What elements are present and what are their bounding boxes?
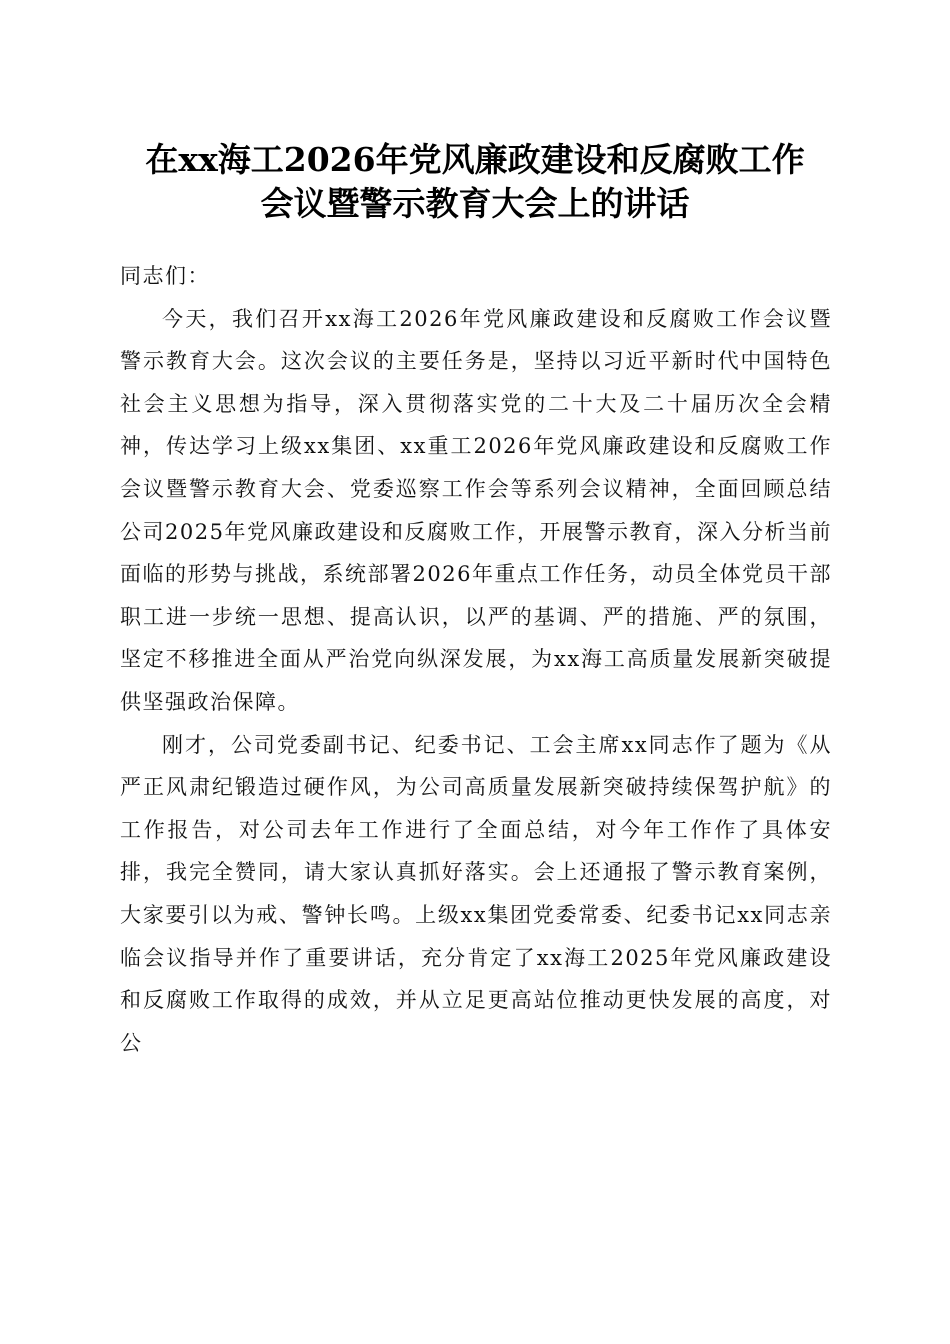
salutation: 同志们： — [120, 264, 210, 288]
paragraph: 刚才，公司党委副书记、纪委书记、工会主席xx同志作了题为《从严正风肃纪锻造过硬作风，为公司高质量发展新突破持续保驾护航》的工作报告，对公司去年工作进行了全面总结，对今年工作作了具体安排，我完全赞同，请大家认真抓好落实。会上还通报了警示教育案例，大家要引以为戒、警钟长鸣。上级xx集团党委常委、纪委书记xx同志亲临会议指导并作了重要讲话，充分肯定了xx海工2025年党风廉政建设和反腐败工作取得的成效，并从立足更高站位推动更快发展的高度，对公 — [120, 732, 832, 1055]
title-line-1: 在xx海工2026年党风廉政建设和反腐败工作 — [145, 140, 805, 179]
document-body — [120, 255, 832, 1064]
document-title — [100, 138, 850, 226]
paragraph: 今天，我们召开xx海工2026年党风廉政建设和反腐败工作会议暨警示教育大会。这次会议的主要任务是，坚持以习近平新时代中国特色社会主义思想为指导，深入贯彻落实党的二十大及二十届历次全会精神，传达学习上级xx集团、xx重工2026年党风廉政建设和反腐败工作会议暨警示教育大会、党委巡察工作会等系列会议精神，全面回顾总结公司2025年党风廉政建设和反腐败工作，开展警示教育，深入分析当前面临的形势与挑战，系统部署2026年重点工作任务，动员全体党员干部职工进一步统一思想、提高认识，以严的基调、严的措施、严的氛围，坚定不移推进全面从严治党向纵深发展，为xx海工高质量发展新突破提供坚强政治保障。 — [120, 306, 832, 714]
title-line-2: 会议暨警示教育大会上的讲话 — [260, 184, 690, 223]
